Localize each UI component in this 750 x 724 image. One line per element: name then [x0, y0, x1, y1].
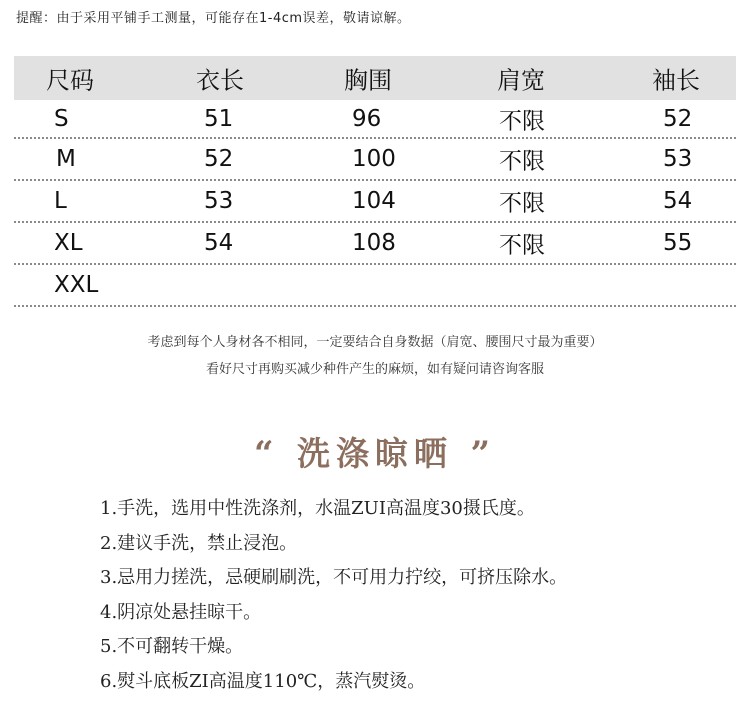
- table-row: [14, 181, 736, 223]
- cell-sleeve: 53: [663, 146, 693, 172]
- cell-chest: 108: [352, 230, 396, 256]
- cell-chest: 96: [352, 105, 382, 132]
- cell-sleeve: 52: [663, 105, 693, 132]
- cell-shoulder: 不限: [499, 190, 545, 217]
- cell-sleeve: 55: [663, 230, 693, 256]
- cell-size: S: [54, 105, 69, 132]
- fit-advice-line: 考虑到每个人身材各不相同，一定要结合自身数据（肩宽、腰围尺寸最为重要）: [147, 335, 603, 350]
- table-row: [14, 223, 736, 265]
- measurement-notice: 提醒：由于采用平铺手工测量，可能存在1-4cm误差，敬请谅解。: [16, 11, 411, 26]
- list-item: 2.建议手洗，禁止浸泡。: [100, 532, 298, 554]
- header-chest: 胸围: [344, 66, 392, 95]
- table-row: [14, 265, 736, 307]
- header-shoulder: 肩宽: [497, 66, 545, 95]
- wash-instructions: [100, 494, 567, 701]
- cell-size: XXL: [54, 272, 99, 298]
- fit-advice-line: 看好尺寸再购买减少种件产生的麻烦，如有疑问请咨询客服: [205, 362, 544, 377]
- header-sleeve: 袖长: [652, 66, 700, 95]
- header-size: 尺码: [46, 66, 94, 95]
- cell-length: 52: [204, 146, 234, 172]
- cell-sleeve: 54: [663, 188, 693, 214]
- list-item: 4.阴凉处悬挂晾干。: [100, 601, 262, 623]
- wash-title-text: 洗涤晾晒: [297, 434, 453, 473]
- cell-shoulder: 不限: [499, 148, 545, 175]
- cell-size: L: [54, 188, 67, 214]
- list-item: 1.手洗，选用中性洗涤剂，水温ZUI高温度30摄氏度。: [100, 498, 535, 519]
- list-item: 5.不可翻转干燥。: [100, 636, 244, 657]
- table-header: [14, 56, 736, 100]
- cell-length: 51: [204, 105, 234, 132]
- wash-section-title: [0, 428, 750, 475]
- close-quote: ”: [470, 434, 497, 474]
- list-item: 3.忌用力搓洗，忌硬刷刷洗，不可用力拧绞，可挤压除水。: [100, 567, 568, 588]
- header-length: 衣长: [196, 66, 244, 95]
- cell-length: 53: [204, 188, 234, 214]
- size-table: [14, 56, 736, 307]
- cell-size: M: [56, 146, 76, 172]
- cell-size: XL: [54, 230, 83, 256]
- table-row: [14, 100, 736, 139]
- cell-shoulder: 不限: [499, 108, 545, 134]
- cell-chest: 100: [352, 146, 396, 172]
- table-row: [14, 139, 736, 181]
- list-item: 6.熨斗底板ZI高温度110℃，蒸汽熨烫。: [100, 670, 426, 692]
- cell-shoulder: 不限: [499, 232, 545, 259]
- cell-length: 54: [204, 230, 234, 256]
- open-quote: “: [253, 434, 280, 474]
- cell-chest: 104: [352, 188, 396, 214]
